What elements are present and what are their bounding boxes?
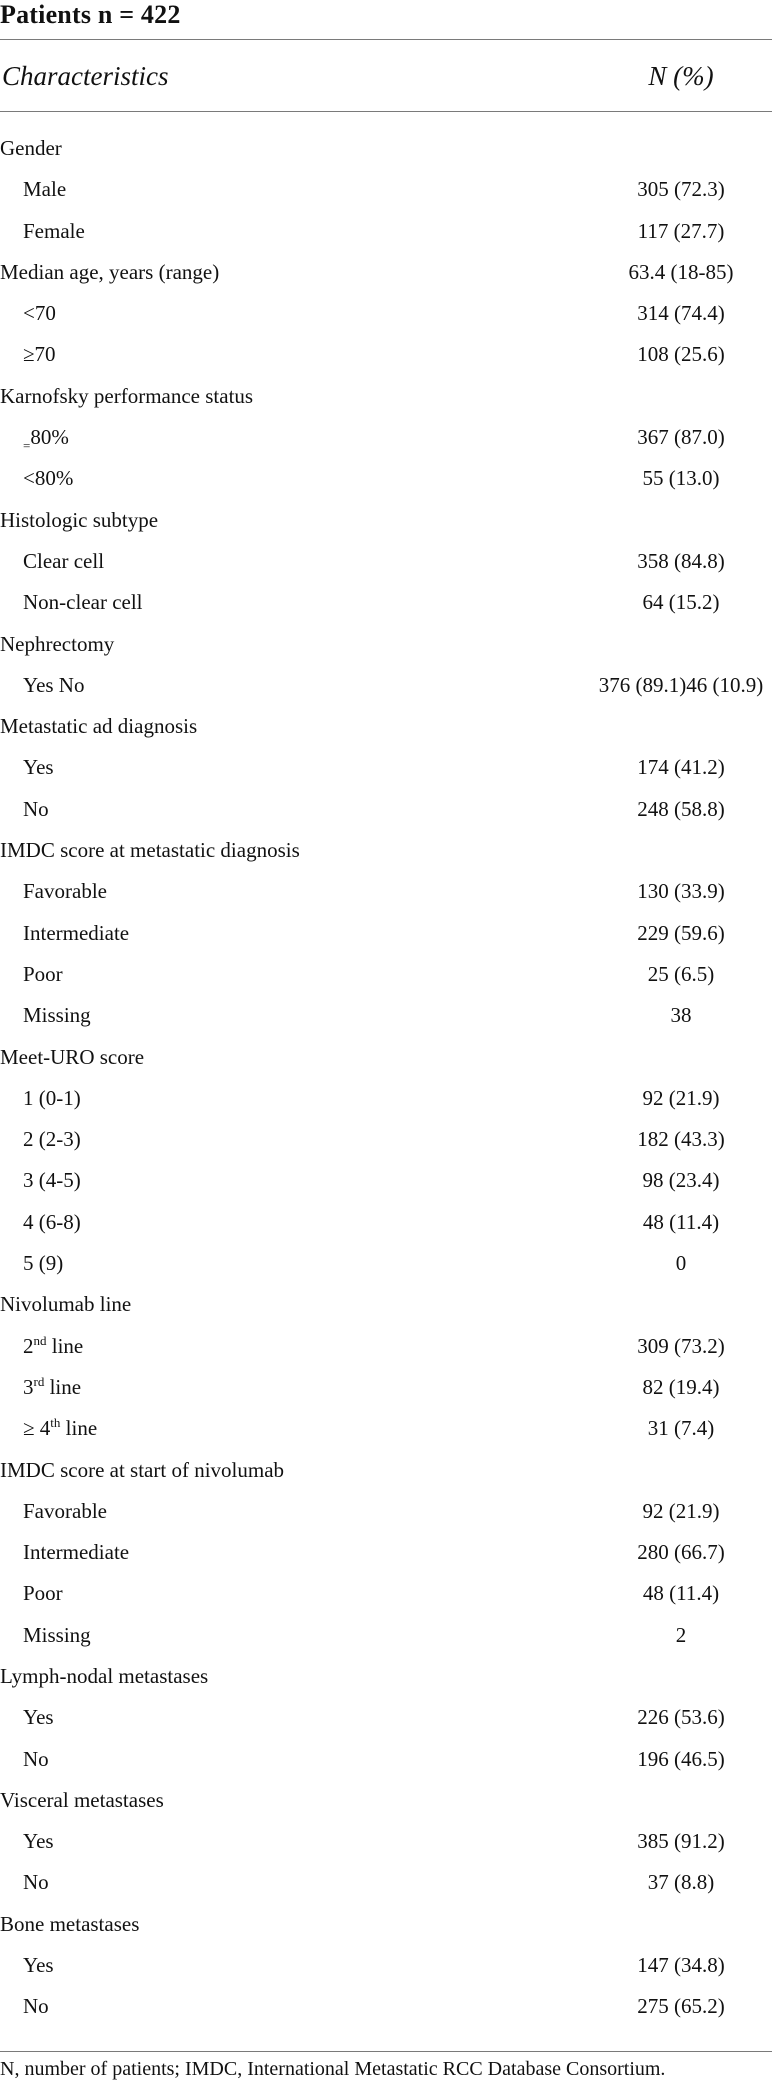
table-row (0, 1536, 772, 1577)
row-value: 309 (73.2) (637, 1333, 725, 1358)
row-label: Nivolumab line (0, 1292, 132, 1317)
row-value: 64 (15.2) (642, 590, 720, 615)
row-label: 1 (0-1) (23, 1085, 81, 1110)
row-value: 82 (19.4) (642, 1374, 720, 1399)
table-row (0, 421, 772, 462)
row-label-superscript: th (50, 1415, 61, 1431)
row-value: 92 (21.9) (642, 1085, 720, 1110)
table-row (0, 1701, 772, 1742)
row-label: IMDC score at start of nivolumab (0, 1457, 285, 1482)
table-row-category (0, 834, 772, 875)
row-label: Missing (23, 1003, 91, 1028)
row-label: Yes (23, 1705, 54, 1730)
table-row (0, 1412, 772, 1453)
table-row (0, 999, 772, 1040)
row-value: 117 (27.7) (637, 218, 725, 243)
row-value: 38 (670, 1003, 692, 1028)
row-label: Yes No (23, 672, 85, 697)
table-row-category (0, 256, 772, 297)
table-row (0, 545, 772, 586)
row-value: 63.4 (18-85) (628, 259, 734, 284)
row-value: 275 (65.2) (637, 1994, 725, 2019)
table-row-category (0, 628, 772, 669)
row-label: Poor (23, 961, 63, 986)
table-row (0, 338, 772, 379)
row-value: 174 (41.2) (637, 755, 725, 780)
row-value: 147 (34.8) (637, 1953, 725, 1978)
table-row (0, 1743, 772, 1784)
row-value: 280 (66.7) (637, 1540, 725, 1565)
row-label: Gender (0, 136, 62, 160)
table-row (0, 793, 772, 834)
row-label-superscript: nd (33, 1332, 47, 1348)
header-rule (0, 111, 772, 112)
table-row (0, 586, 772, 627)
bottom-rule (0, 2051, 772, 2052)
row-label: Female (23, 218, 85, 243)
table-row-category (0, 1288, 772, 1329)
row-label: Yes (23, 1953, 54, 1978)
row-label: Missing (23, 1622, 91, 1647)
row-value: 229 (59.6) (637, 920, 725, 945)
row-value: 48 (11.4) (642, 1581, 720, 1606)
table-row (0, 1247, 772, 1288)
table-row-category (0, 1041, 772, 1082)
table-row (0, 1123, 772, 1164)
row-value: 2 (675, 1622, 687, 1647)
row-label: 5 (9) (23, 1251, 64, 1276)
row-label: Intermediate (23, 920, 130, 945)
table-row (0, 1990, 772, 2031)
row-value: 31 (7.4) (647, 1416, 715, 1441)
row-label: No (23, 1994, 49, 2019)
table-row (0, 669, 772, 710)
row-value: 358 (84.8) (637, 548, 725, 573)
row-label: 3 (4-5) (23, 1168, 81, 1193)
table-row (0, 1206, 772, 1247)
row-label-suffix: line (60, 1416, 98, 1441)
table-row (0, 215, 772, 256)
table-row-category (0, 1908, 772, 1949)
row-label: Meet-URO score (0, 1044, 145, 1069)
row-value: 385 (91.2) (637, 1829, 725, 1854)
row-label: Favorable (23, 879, 107, 904)
row-label-suffix: line (46, 1333, 84, 1358)
table-row (0, 958, 772, 999)
table-row (0, 462, 772, 503)
row-value: 98 (23.4) (642, 1168, 720, 1193)
row-label-main: 2 (23, 1333, 34, 1358)
table-row (0, 297, 772, 338)
row-value: 92 (21.9) (642, 1498, 720, 1523)
row-label (23, 425, 69, 454)
row-label: Metastatic ad diagnosis (0, 714, 198, 739)
row-label: Visceral metastases (0, 1787, 164, 1812)
table-row (0, 751, 772, 792)
row-value: 248 (58.8) (637, 796, 725, 821)
row-label: Histologic subtype (0, 507, 159, 532)
row-label: Karnofsky performance status (0, 383, 254, 408)
table-row-category (0, 132, 772, 173)
table-row (0, 917, 772, 958)
row-label: ≥70 (23, 342, 56, 367)
row-value: 226 (53.6) (637, 1705, 725, 1730)
table-row (0, 173, 772, 214)
row-label-superscript: rd (33, 1373, 45, 1389)
row-label: Yes (23, 1829, 54, 1854)
row-value: 130 (33.9) (637, 879, 725, 904)
row-value: 108 (25.6) (637, 342, 725, 367)
row-label: <80% (23, 466, 74, 491)
row-label: 2 (2-3) (23, 1127, 81, 1152)
row-label-suffix: line (44, 1374, 82, 1399)
table-row-category (0, 710, 772, 751)
row-label: Non-clear cell (23, 590, 143, 615)
table-row (0, 1866, 772, 1907)
row-label: Poor (23, 1581, 63, 1606)
row-value: 48 (11.4) (642, 1209, 720, 1234)
table-row-category (0, 1454, 772, 1495)
table-row (0, 1949, 772, 1990)
row-value: 376 (89.1)46 (10.9) (598, 672, 764, 697)
row-label (23, 1334, 83, 1359)
row-label: <70 (23, 301, 56, 326)
row-label: Clear cell (23, 548, 105, 573)
row-label (23, 1375, 81, 1400)
header-characteristics: Characteristics (2, 61, 169, 91)
row-value: 25 (6.5) (647, 961, 715, 986)
row-label: Male (23, 177, 67, 202)
table-row (0, 1619, 772, 1660)
header-n-percent: N (%) (648, 61, 714, 91)
table-row (0, 1371, 772, 1412)
row-value: 55 (13.0) (642, 466, 720, 491)
row-label: Favorable (23, 1498, 107, 1523)
table-row (0, 1825, 772, 1866)
table-row (0, 1164, 772, 1205)
row-value: 0 (675, 1251, 687, 1276)
table-row (0, 875, 772, 916)
table-title: Patients n = 422 (0, 0, 181, 29)
row-label: IMDC score at metastatic diagnosis (0, 838, 300, 863)
row-label: No (23, 796, 49, 821)
row-value: 367 (87.0) (637, 425, 725, 450)
equals-glyph: = (23, 438, 31, 454)
row-label: No (23, 1746, 49, 1771)
row-value: 196 (46.5) (637, 1746, 725, 1771)
table-row (0, 1082, 772, 1123)
table-row (0, 1330, 772, 1371)
row-label: Median age, years (range) (0, 259, 220, 284)
table-footnote: N, number of patients; IMDC, International Metastatic RCC Database Consortium. (0, 2058, 666, 2080)
row-label: Bone metastases (0, 1911, 140, 1936)
row-label: Nephrectomy (0, 631, 115, 656)
row-label-main: 3 (23, 1374, 34, 1399)
row-label-main: ≥ 4 (23, 1416, 51, 1441)
row-label (23, 1416, 97, 1441)
table-row-category (0, 1784, 772, 1825)
row-value: 314 (74.4) (637, 301, 725, 326)
row-value: 182 (43.3) (637, 1127, 725, 1152)
row-value: 305 (72.3) (637, 177, 725, 202)
row-label: Intermediate (23, 1540, 130, 1565)
top-rule (0, 39, 772, 40)
table-body (0, 132, 772, 2032)
table-row-category (0, 1660, 772, 1701)
table-row-category (0, 504, 772, 545)
row-label: Lymph-nodal metastases (0, 1663, 209, 1688)
row-value: 37 (8.8) (647, 1870, 715, 1895)
row-label: 4 (6-8) (23, 1209, 81, 1234)
row-label: Yes (23, 755, 54, 780)
table-row (0, 1577, 772, 1618)
table-row-category (0, 380, 772, 421)
table-row (0, 1495, 772, 1536)
row-label: No (23, 1870, 49, 1895)
row-label-rest: 80% (30, 425, 69, 450)
